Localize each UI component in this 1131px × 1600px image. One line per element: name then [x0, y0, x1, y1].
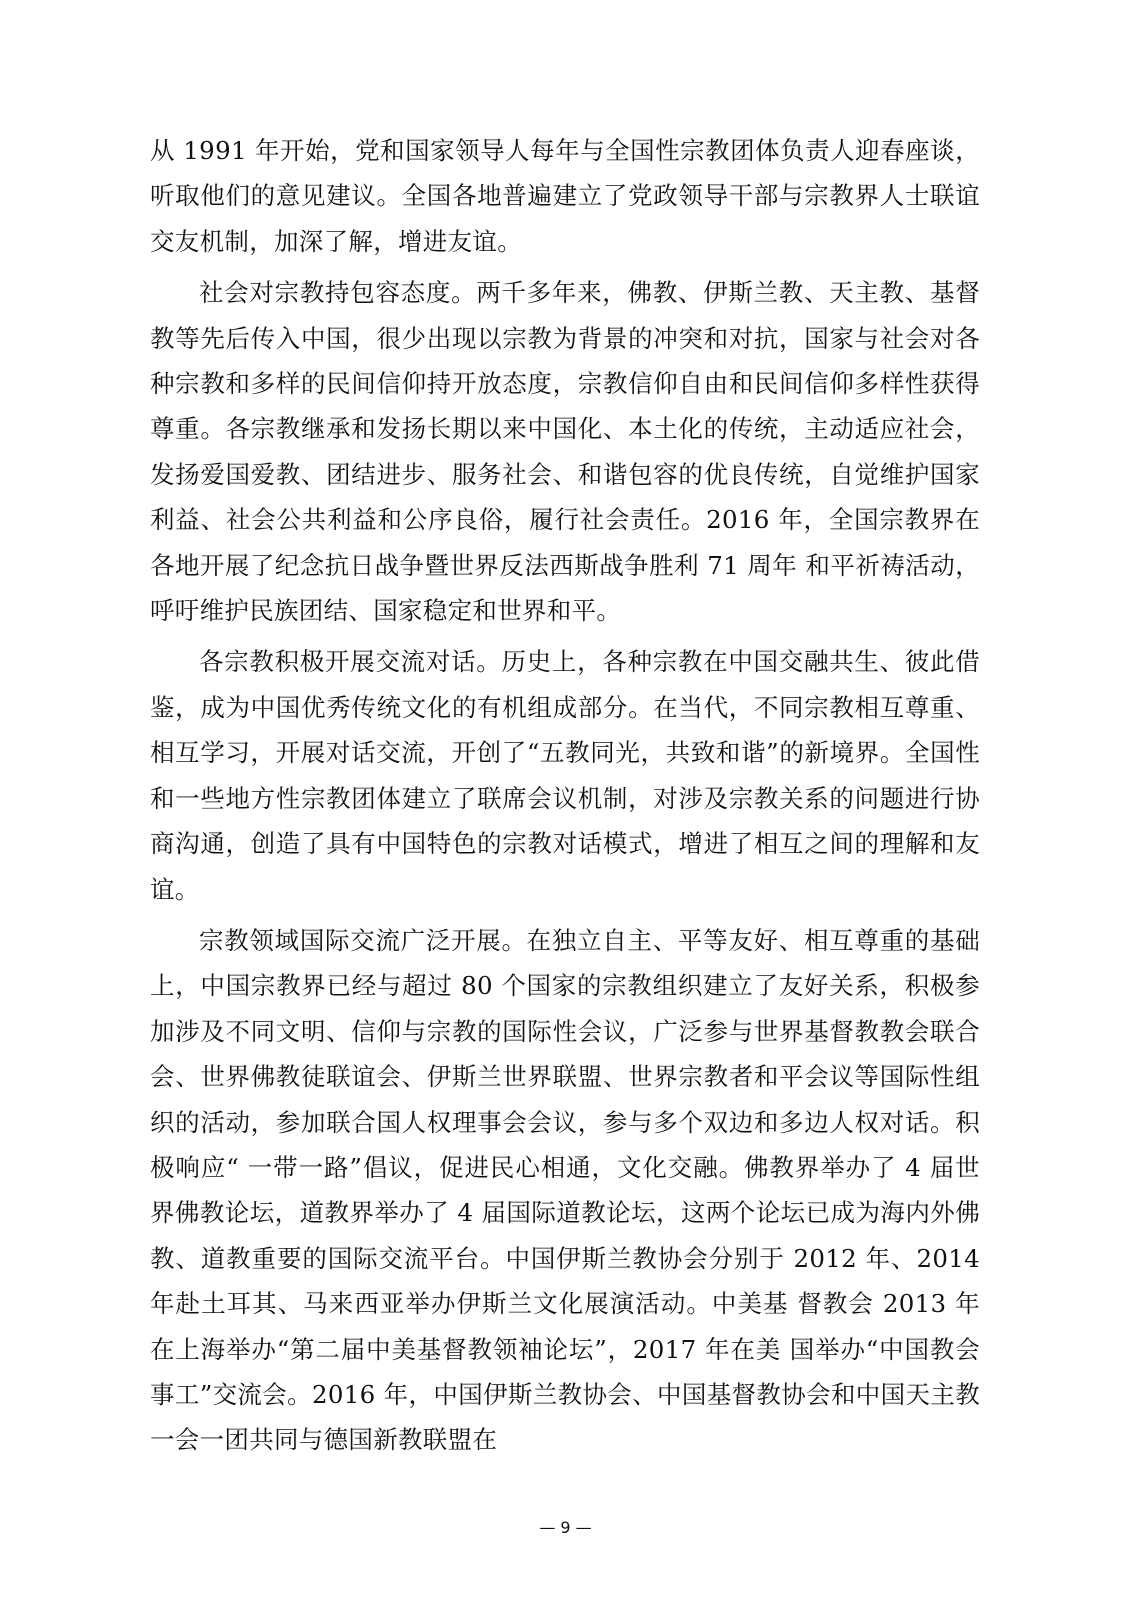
paragraph: 社会对宗教持包容态度。两千多年来，佛教、伊斯兰教、天主教、基督教等先后传入中国，很少出现以宗教为背景的冲突和对抗，国家与社会对各种宗教和多样的民间信仰持开放态度，宗教信仰自由和民间信仰多样性获得尊重。各宗教继承和发扬长期以来中国化、本土化的传统，主动适应社会，发扬爱国爱教、团结进步、服务社会、和谐包容的优良传统，自觉维护国家利益、社会公共利益和公序良俗，履行社会责任。2016 年，全国宗教界在各地开展了纪念抗日战争暨世界反法西斯战争胜利 71 周年 和平祈祷活动，呼吁维护民族团结、国家稳定和世界和平。	[150, 278, 980, 626]
paragraph: 从 1991 年开始，党和国家领导人每年与全国性宗教团体负责人迎春座谈，听取他们的意见建议。全国各地普遍建立了党政领导干部与宗教界人士联谊交友机制，加深了解，增进友谊。	[150, 136, 980, 256]
page-number: — 9 —	[539, 1518, 592, 1537]
document-body	[150, 128, 980, 1469]
paragraph: 宗教领域国际交流广泛开展。在独立自主、平等友好、相互尊重的基础上，中国宗教界已经与超过 80 个国家的宗教组织建立了友好关系，积极参加涉及不同文明、信仰与宗教的国际性会议，广泛参与世界基督教教会联合会、世界佛教徒联谊会、伊斯兰世界联盟、世界宗教者和平会议等国际性组织的活动，参加联合国人权理事会会议，参与多个双边和多边人权对话。积极响应“ 一带一路”倡议，促进民心相通，文化交融。佛教界举办了 4 届世界佛教论坛，道教界举办了 4 届国际道教论坛，这两个论坛已成为海内外佛教、道教重要的国际交流平台。中国伊斯兰教协会分别于 2012 年、2014 年赴土耳其、马来西亚举办伊斯兰文化展演活动。中美基 督教会 2013 年在上海举办“第二届中美基督教领袖论坛”，2017 年在美 国举办“中国教会事工”交流会。2016 年，中国伊斯兰教协会、中国基督教协会和中国天主教一会一团共同与德国新教联盟在	[150, 925, 980, 1455]
paragraph: 各宗教积极开展交流对话。历史上，各种宗教在中国交融共生、彼此借鉴，成为中国优秀传统文化的有机组成部分。在当代，不同宗教相互尊重、相互学习，开展对话交流，开创了“五教同光，共致和谐”的新境界。全国性和一些地方性宗教团体建立了联席会议机制，对涉及宗教关系的问题进行协商沟通，创造了具有中国特色的宗教对话模式，增进了相互之间的理解和友谊。	[150, 647, 980, 904]
